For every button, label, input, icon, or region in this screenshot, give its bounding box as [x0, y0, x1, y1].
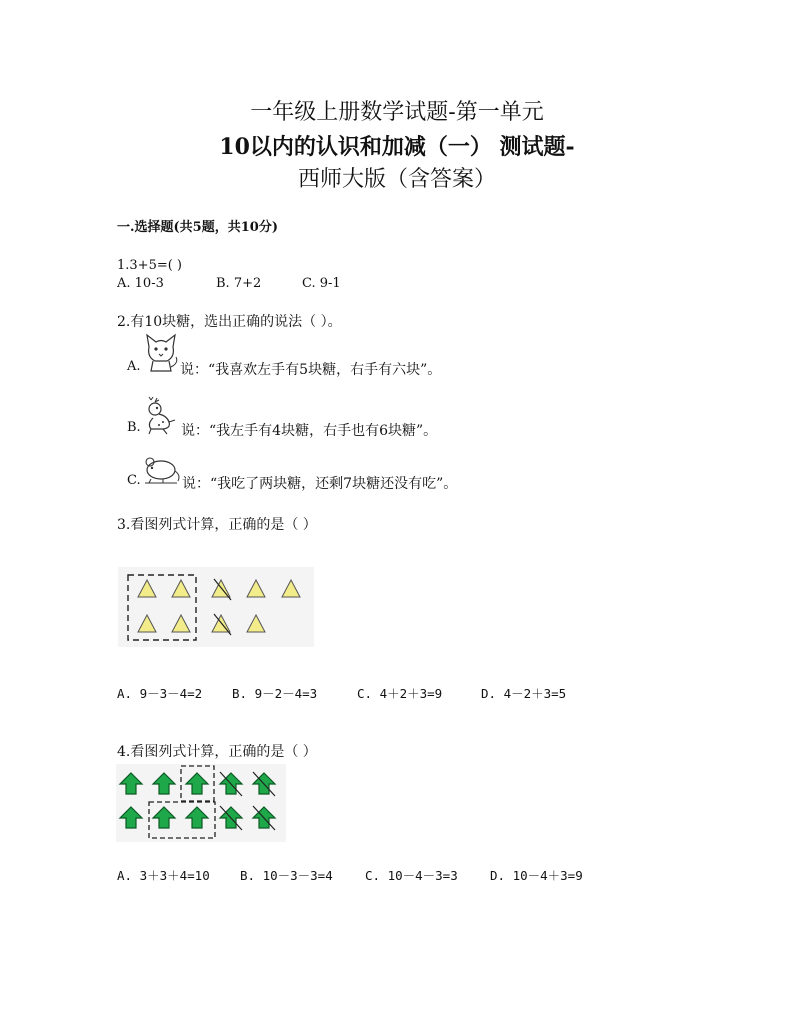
q3-option-d: D. 4－2＋3=5 [481, 686, 567, 701]
deer-icon [141, 396, 181, 436]
q2-option-a-text: 说：“我喜欢左手有5块糖，右手有六块”。 [180, 362, 442, 378]
q1-stem: 1.3+5=( ) [117, 258, 183, 273]
q4-arrow-figure [116, 764, 286, 842]
q4-option-d: D. 10－4＋3=9 [490, 868, 583, 883]
q2-option-b-text: 说：“我左手有4块糖，右手也有6块糖”。 [181, 423, 438, 439]
q4-option-c: C. 10－4－3=3 [365, 868, 458, 883]
q2-option-b-letter: B. [127, 420, 141, 435]
q4-stem: 4.看图列式计算，正确的是（ ） [117, 744, 317, 760]
q1-option-c: C. 9-1 [302, 276, 341, 291]
q3-option-b: B. 9－2－4=3 [232, 686, 318, 701]
q1-option-a: A. 10-3 [117, 276, 164, 291]
doc-title-line3: 西师大版（含答案） [297, 167, 496, 192]
q2-stem: 2.有10块糖，选出正确的说法（ ）。 [117, 314, 342, 330]
q3-triangle-figure [118, 567, 314, 647]
q2-option-c-text: 说：“我吃了两块糖，还剩7块糖还没有吃”。 [182, 476, 458, 492]
q2-option-c-letter: C. [127, 473, 141, 488]
q1-option-b: B. 7+2 [216, 276, 262, 291]
q2-option-a-letter: A. [127, 359, 141, 374]
q3-stem: 3.看图列式计算，正确的是（ ） [117, 517, 317, 533]
section-heading: 一.选择题(共5题，共10分) [117, 220, 278, 235]
q4-option-b: B. 10－3－3=4 [240, 868, 333, 883]
q3-option-a: A. 9－3－4=2 [117, 686, 203, 701]
q4-option-a: A. 3＋3＋4=10 [117, 868, 210, 883]
doc-title-line2: 10以内的认识和加减（一） 测试题- [219, 134, 575, 160]
doc-title-line1: 一年级上册数学试题-第一单元 [250, 100, 544, 125]
q3-option-c: C. 4＋2＋3=9 [357, 686, 443, 701]
cat-icon [143, 333, 179, 373]
mouse-icon [141, 455, 181, 485]
